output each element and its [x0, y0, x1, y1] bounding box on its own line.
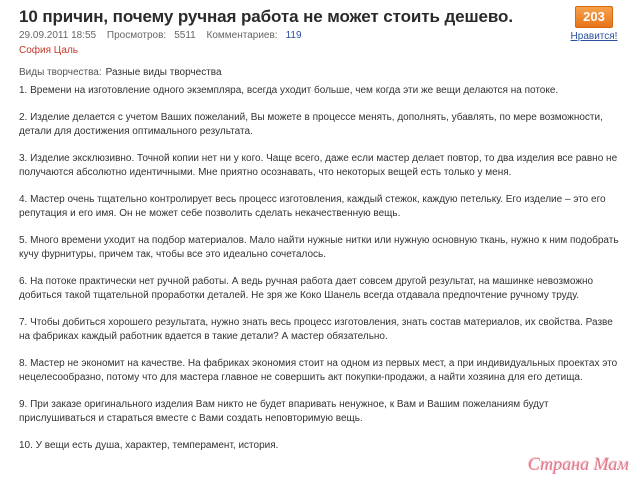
paragraph: 3. Изделие эксклюзивно. Точной копии нет ни у кого. Чаще всего, даже если мастер делает повтор, то два изделия все равно не получаются абсолютно идентичными. Мне приятно осознавать, что некоторых вещей есть только у меня. — [19, 153, 618, 178]
paragraph: 4. Мастер очень тщательно контролирует весь процесс изготовления, каждый стежок, каждую петельку. Его изделие – это его репутация и его имя. Он не может себе позволить сделать некачественную вещь. — [19, 194, 606, 219]
views-label: Просмотров: — [106, 30, 167, 41]
site-watermark: Страна Мам — [528, 454, 629, 474]
category-line — [19, 67, 222, 78]
paragraph: 6. На потоке практически нет ручной работы. А ведь ручная работа дает совсем другой результат, на машинке невозможно добиться такой тщательной проработки деталей. Не зря же Коко Шанель всегда отдавала предпочтение ручному труду. — [19, 276, 594, 301]
comments-count-link[interactable]: 119 — [285, 30, 302, 41]
paragraph: 1. Времени на изготовление одного экземпляра, всегда уходит больше, чем когда эти же вещи делаются на потоке. — [19, 85, 559, 96]
paragraph: 5. Много времени уходит на подбор материалов. Мало найти нужные нитки или нужную основную ткань, нужно к ним подобрать кучу фурнитуры, причем так, чтобы все это идеально сочеталось. — [19, 235, 619, 260]
article-date: 29.09.2011 18:55 — [19, 30, 97, 41]
paragraph: 2. Изделие делается с учетом Ваших пожеланий, Вы можете в процессе менять, дополнять, убавлять, по мере возможности, детали для достижения оптимального результата. — [19, 112, 603, 137]
views-count: 5511 — [174, 30, 196, 41]
author-link[interactable]: София Цаль — [19, 45, 79, 56]
paragraph: 7. Чтобы добиться хорошего результата, нужно знать весь процесс изготовления, знать состав материалов, их свойства. Разве на фабриках каждый работник вдается в такие детали? А мастер обязательно. — [19, 317, 613, 342]
comments-label: Комментариев: — [206, 30, 278, 41]
paragraph: 10. У вещи есть душа, характер, темперамент, история. — [19, 440, 279, 451]
article-body — [19, 84, 625, 466]
paragraph: 8. Мастер не экономит на качестве. На фабриках экономия стоит на одном из первых мест, а при индивидуальных проектах это нецелесообразно, потому что для мастера главное не совершить акт покупки-продажи, а найти хозяина для его детища. — [19, 358, 618, 383]
category-link[interactable]: Разные виды творчества — [105, 67, 222, 78]
article-meta — [19, 30, 302, 41]
like-count-button[interactable]: 203 — [575, 6, 613, 28]
category-label: Виды творчества: — [19, 67, 102, 78]
like-link[interactable]: Нравится! — [570, 31, 618, 42]
paragraph: 9. При заказе оригинального изделия Вам никто не будет впаривать ненужное, к Вам и Вашим пожеланиям будут прислушиваться и стараться вместе с Вами создать неповторимую вещь. — [19, 399, 549, 424]
like-widget — [570, 6, 618, 42]
article-title: 10 причин, почему ручная работа не может стоить дешево. — [19, 7, 513, 26]
